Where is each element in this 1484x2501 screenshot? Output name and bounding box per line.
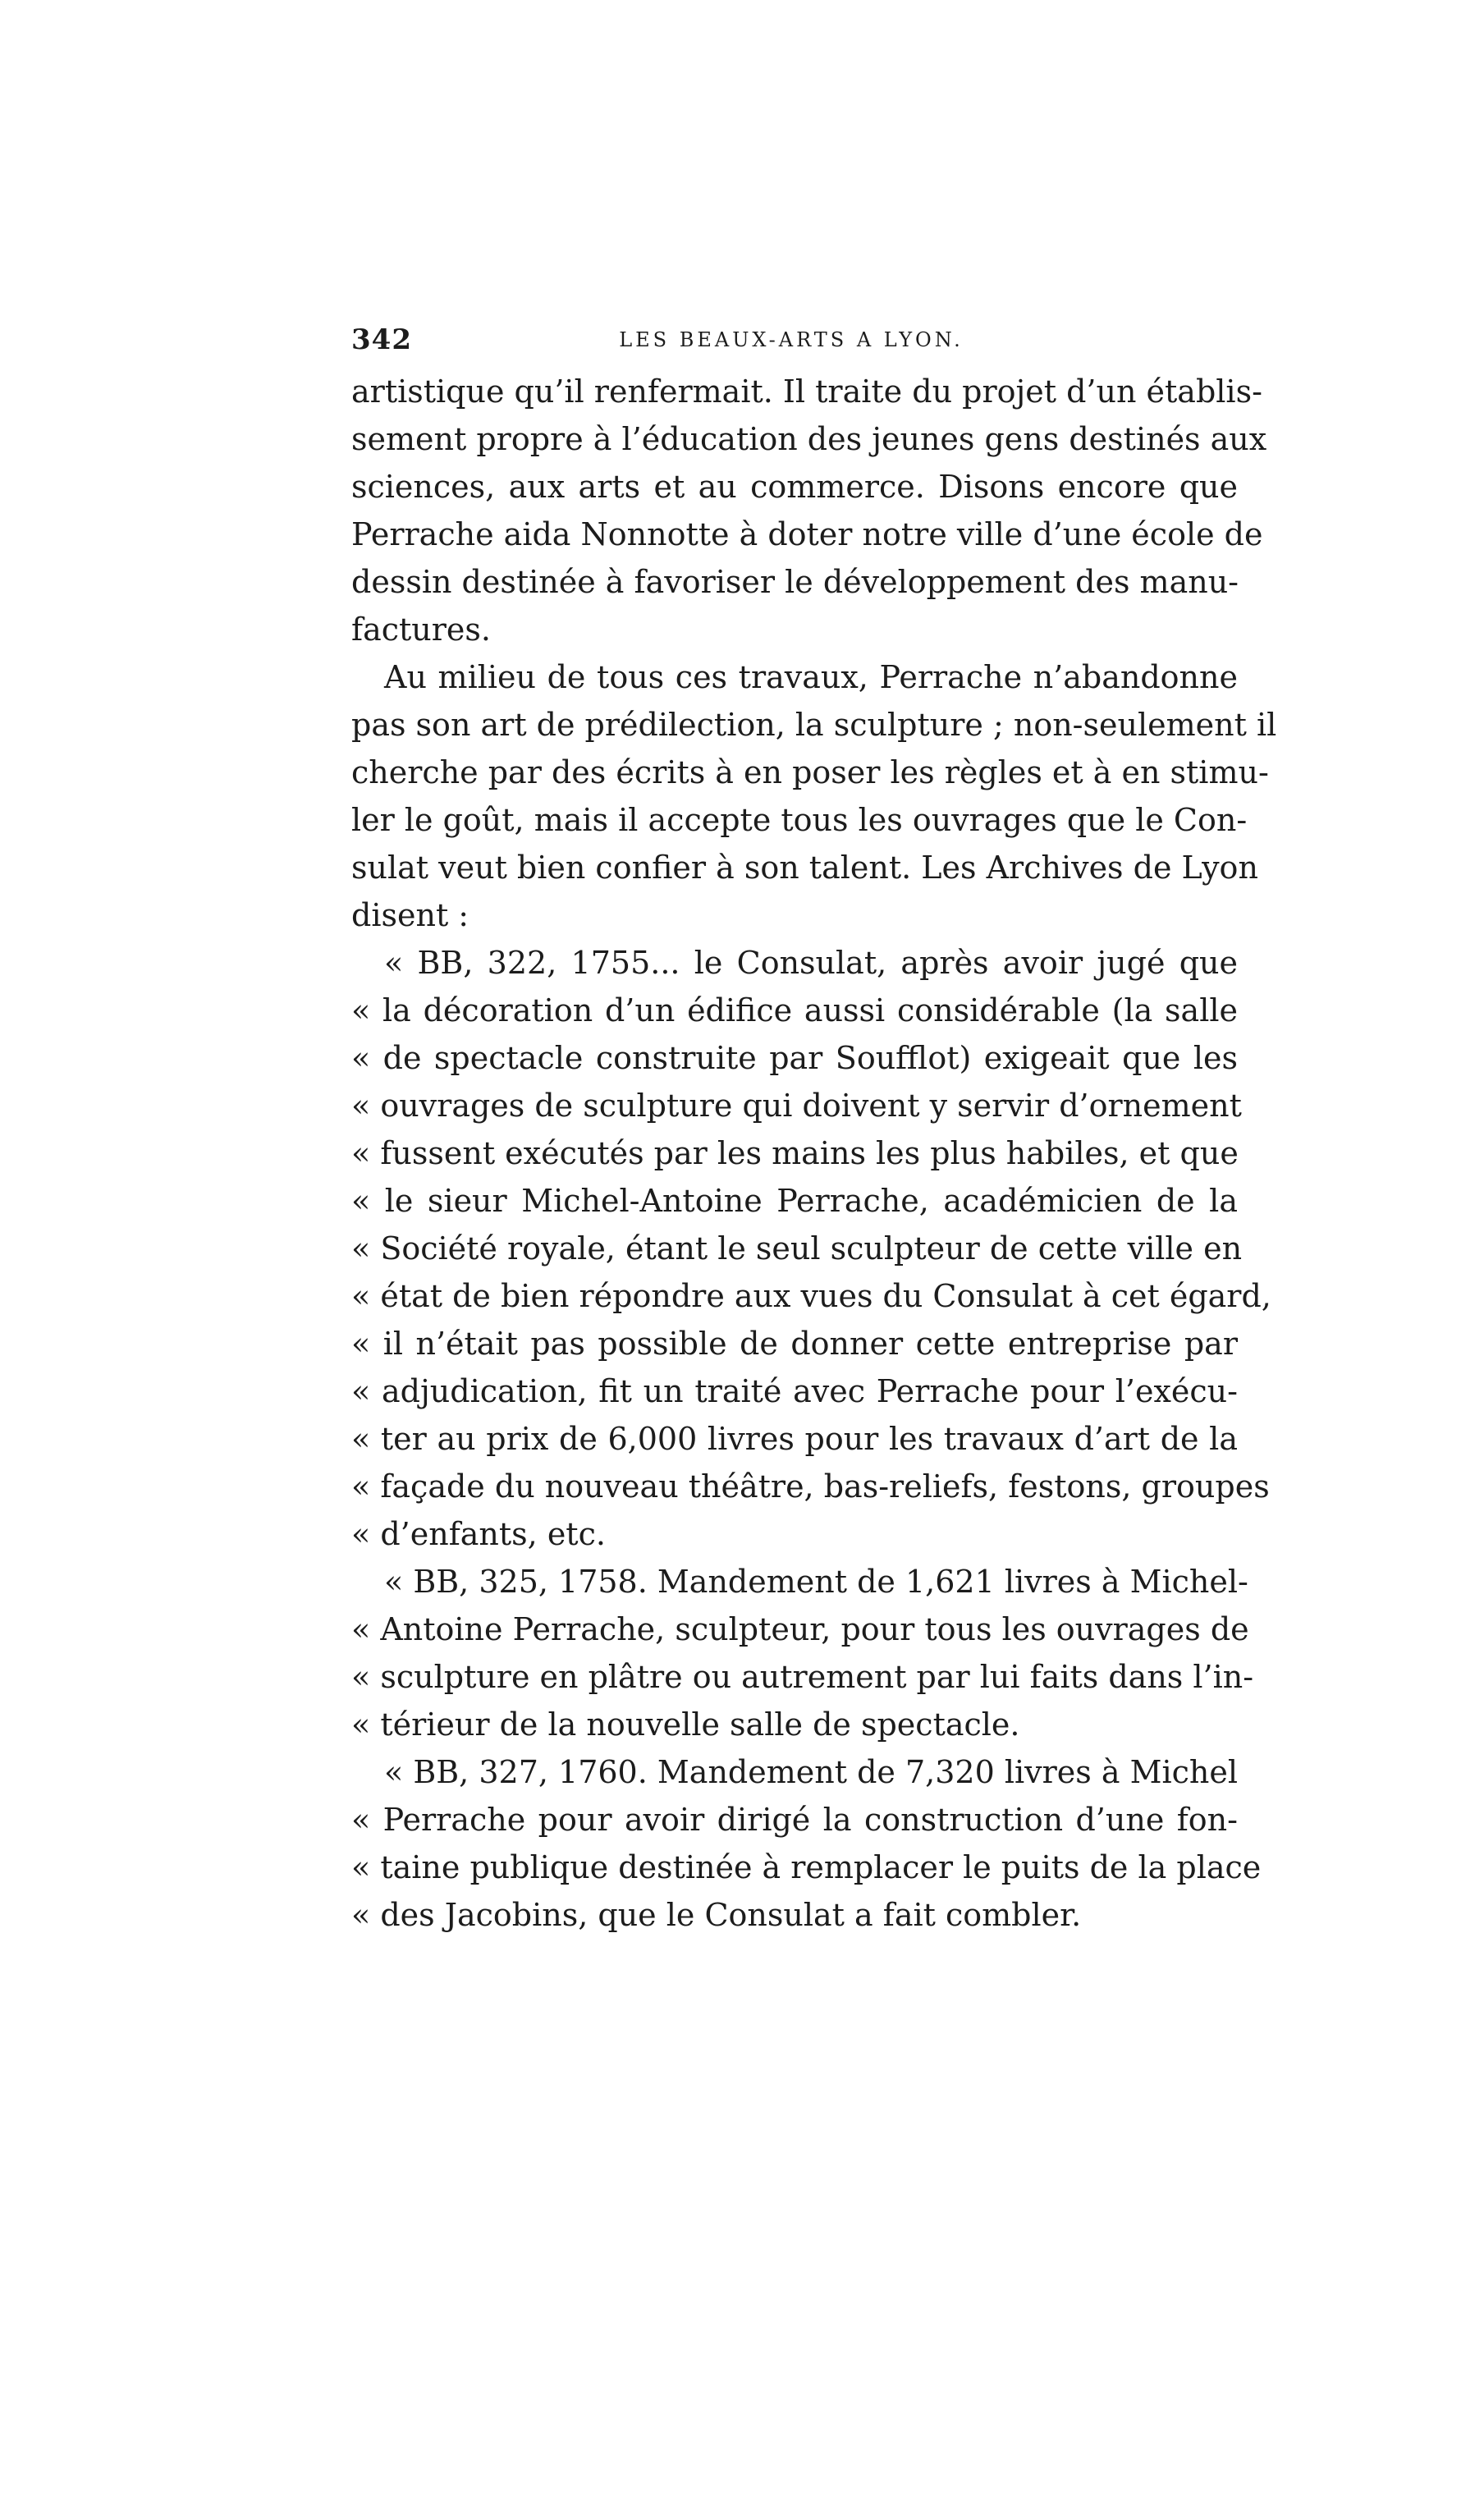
page-number: 342 — [351, 323, 412, 356]
text-line: Perrache aida Nonnotte à doter notre ville d’une école de — [351, 516, 1263, 552]
text-line: sciences, aux arts et au commerce. Disons encore que — [351, 469, 1238, 505]
body-text — [351, 368, 1277, 1939]
quote-line: « ter au prix de 6,000 livres pour les travaux d’art de la — [351, 1421, 1238, 1457]
paragraph — [351, 368, 1267, 653]
text-line: artistique qu’il renfermait. Il traite du projet d’un établis- — [351, 373, 1262, 410]
text-line: sement propre à l’éducation des jeunes gens destinés aux — [351, 421, 1267, 457]
quote-line: « état de bien répondre aux vues du Consulat à cet égard, — [351, 1278, 1271, 1314]
running-title: LES BEAUX-ARTS A LYON. — [619, 328, 964, 351]
quote-line: « térieur de la nouvelle salle de spectacle. — [351, 1706, 1020, 1743]
quote-line: « adjudication, fit un traité avec Perrache pour l’exécu- — [351, 1373, 1238, 1409]
quote-line: « BB, 325, 1758. Mandement de 1,621 livres à Michel- — [384, 1564, 1248, 1600]
paragraph — [351, 653, 1277, 939]
quote-line: « Antoine Perrache, sculpteur, pour tous les ouvrages de — [351, 1611, 1249, 1647]
quote-line: « la décoration d’un édifice aussi considérable (la salle — [351, 992, 1238, 1028]
quote-line: « le sieur Michel-Antoine Perrache, académicien de la — [351, 1183, 1238, 1219]
quote-line: « fussent exécutés par les mains les plus habiles, et que — [351, 1135, 1239, 1171]
quote-line: « de spectacle construite par Soufflot) exigeait que les — [351, 1040, 1238, 1076]
quote-line: « BB, 327, 1760. Mandement de 7,320 livres à Michel — [384, 1754, 1239, 1790]
quotation — [351, 1748, 1262, 1939]
text-line: sulat veut bien confier à son talent. Les Archives de Lyon — [351, 850, 1258, 886]
text-line: pas son art de prédilection, la sculpture ; non-seulement il — [351, 707, 1277, 743]
quote-line: « façade du nouveau théâtre, bas-reliefs, festons, groupes — [351, 1468, 1270, 1505]
text-line: ler le goût, mais il accepte tous les ouvrages que le Con- — [351, 802, 1248, 838]
text-line: cherche par des écrits à en poser les règles et à en stimu- — [351, 754, 1269, 790]
quotation — [351, 1558, 1254, 1748]
quote-line: « taine publique destinée à remplacer le puits de la place — [351, 1849, 1262, 1885]
quote-line: « ouvrages de sculpture qui doivent y servir d’ornement — [351, 1088, 1242, 1124]
page-header — [351, 323, 1231, 363]
quote-line: « sculpture en plâtre ou autrement par lui faits dans l’in- — [351, 1659, 1254, 1695]
quote-line: « Perrache pour avoir dirigé la construction d’une fon- — [351, 1802, 1238, 1838]
quote-line: « d’enfants, etc. — [351, 1516, 606, 1552]
quote-line: « il n’était pas possible de donner cette entreprise par — [351, 1326, 1238, 1362]
text-line: factures. — [351, 612, 491, 648]
quote-line: « des Jacobins, que le Consulat a fait combler. — [351, 1897, 1082, 1933]
quote-line: « Société royale, étant le seul sculpteur de cette ville en — [351, 1230, 1243, 1267]
text-line: dessin destinée à favoriser le développement des manu- — [351, 564, 1239, 600]
quote-line: « BB, 322, 1755... le Consulat, après avoir jugé que — [384, 945, 1238, 981]
quotation — [351, 939, 1271, 1558]
text-line: Au milieu de tous ces travaux, Perrache n’abandonne — [384, 659, 1238, 695]
text-line: disent : — [351, 897, 469, 933]
